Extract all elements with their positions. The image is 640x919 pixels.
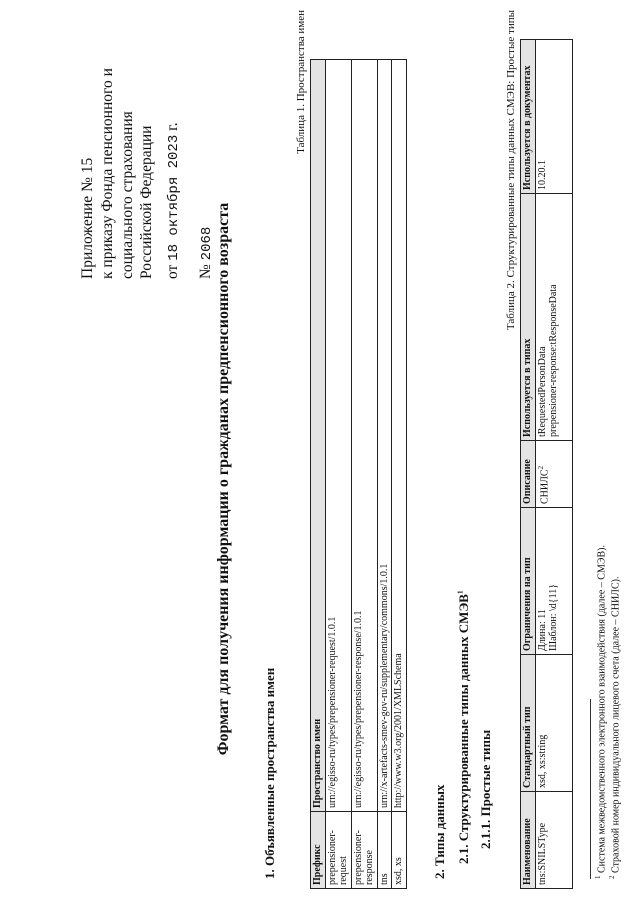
cell-standard-type: xsd, xs:string — [535, 655, 572, 792]
appendix-line-1: Приложение № 15 — [79, 157, 96, 279]
footnote-1-number: 1 — [594, 875, 602, 879]
number-prefix: № — [197, 264, 215, 279]
footnote-2-number: 2 — [608, 875, 616, 879]
table-header-row — [311, 60, 326, 889]
appendix-line-4: Российской Федерации — [138, 125, 156, 279]
section-1-heading: 1. Объявленные пространства имен — [262, 667, 277, 879]
table-row — [325, 60, 351, 889]
footnote-1 — [594, 545, 607, 879]
cell-prefix: tns — [377, 812, 392, 889]
cell-limits — [535, 508, 572, 655]
description-text: СНИЛС — [538, 469, 550, 504]
cell-used-in-docs: 10.20.1 — [535, 40, 572, 194]
simple-types-table — [520, 39, 573, 889]
footnote-2-text: Страховой номер индивидуального лицевого счета (далее – СНИЛС). — [610, 576, 622, 873]
section-2-1-heading — [456, 591, 472, 864]
cell-prefix: prepensioner-response — [351, 812, 377, 889]
table-row — [377, 60, 392, 889]
cell-name: tns:SNILSType — [535, 792, 572, 889]
namespaces-table — [310, 59, 407, 889]
cell-prefix: xsd, xs — [392, 812, 407, 889]
used-type-1: tRequestedPersonData — [536, 346, 548, 437]
table-2-caption: Таблица 2. Структурированные типы данных СМЭВ: Простые типы — [505, 10, 517, 331]
date-prefix: от — [164, 264, 182, 279]
cell-namespace: urn://egisso-ru/types/prepensioner-response/1.0.1 — [351, 60, 377, 812]
cell-namespace: http://www.w3.org/2001/XMLSchema — [392, 60, 407, 812]
appendix-line-3: социального страхования — [118, 111, 136, 279]
limit-length: Длина: 11 — [536, 609, 548, 651]
table-header-row — [521, 40, 536, 889]
number-value: 2068 — [199, 226, 216, 261]
section-2-1-text: 2.1. Структурированные типы данных СМЭВ — [456, 594, 471, 864]
footnote-ref-2: 2 — [536, 465, 545, 470]
cell-used-in-types — [535, 194, 572, 441]
cell-namespace: urn://x-artefacts-smev-gov-ru/supplementary/commons/1.0.1 — [377, 60, 392, 812]
appendix-number — [196, 9, 217, 279]
column-header-prefix: Префикс — [311, 812, 326, 889]
date-value: 18 октября 2023 — [166, 134, 183, 261]
column-header-name: Наименование — [521, 792, 536, 889]
column-header-description: Описание — [521, 441, 536, 508]
table-row — [392, 60, 407, 889]
cell-namespace: urn://egisso-ru/types/prepensioner-request/1.0.1 — [325, 60, 351, 812]
column-header-limits: Ограничения на тип — [521, 508, 536, 655]
section-2-1-1-heading: 2.1.1. Простые типы — [478, 729, 493, 849]
used-type-2: prepensioner-response:tResponseData — [548, 284, 559, 437]
column-header-used-in-types: Используется в типах — [521, 194, 536, 441]
footnote-2 — [608, 577, 621, 879]
footnote-ref-1: 1 — [456, 590, 465, 595]
limit-pattern: Шаблон: \d{11} — [548, 584, 559, 651]
appendix-block — [78, 9, 217, 279]
column-header-used-in-docs: Используется в документах — [521, 40, 536, 194]
table-row — [535, 40, 572, 889]
footnote-1-text: Система межведомственного электронного взаимодействия (далее – СМЭВ). — [596, 545, 608, 873]
cell-description — [535, 441, 572, 508]
appendix-date — [163, 9, 184, 279]
table-row — [351, 60, 377, 889]
footnote-separator — [590, 699, 591, 879]
document-title: Формат для получения информации о гражданах предпенсионного возраста — [215, 202, 232, 756]
date-suffix: г. — [164, 122, 182, 131]
column-header-namespace: Пространство имен — [311, 60, 326, 812]
table-1-caption: Таблица 1. Пространства имен — [295, 10, 307, 154]
section-2-heading: 2. Типы данных — [432, 784, 447, 879]
column-header-standard-type: Стандартный тип — [521, 655, 536, 792]
cell-prefix: prepensioner-request — [325, 812, 351, 889]
appendix-line-2: к приказу Фонда пенсионного и — [98, 68, 116, 279]
